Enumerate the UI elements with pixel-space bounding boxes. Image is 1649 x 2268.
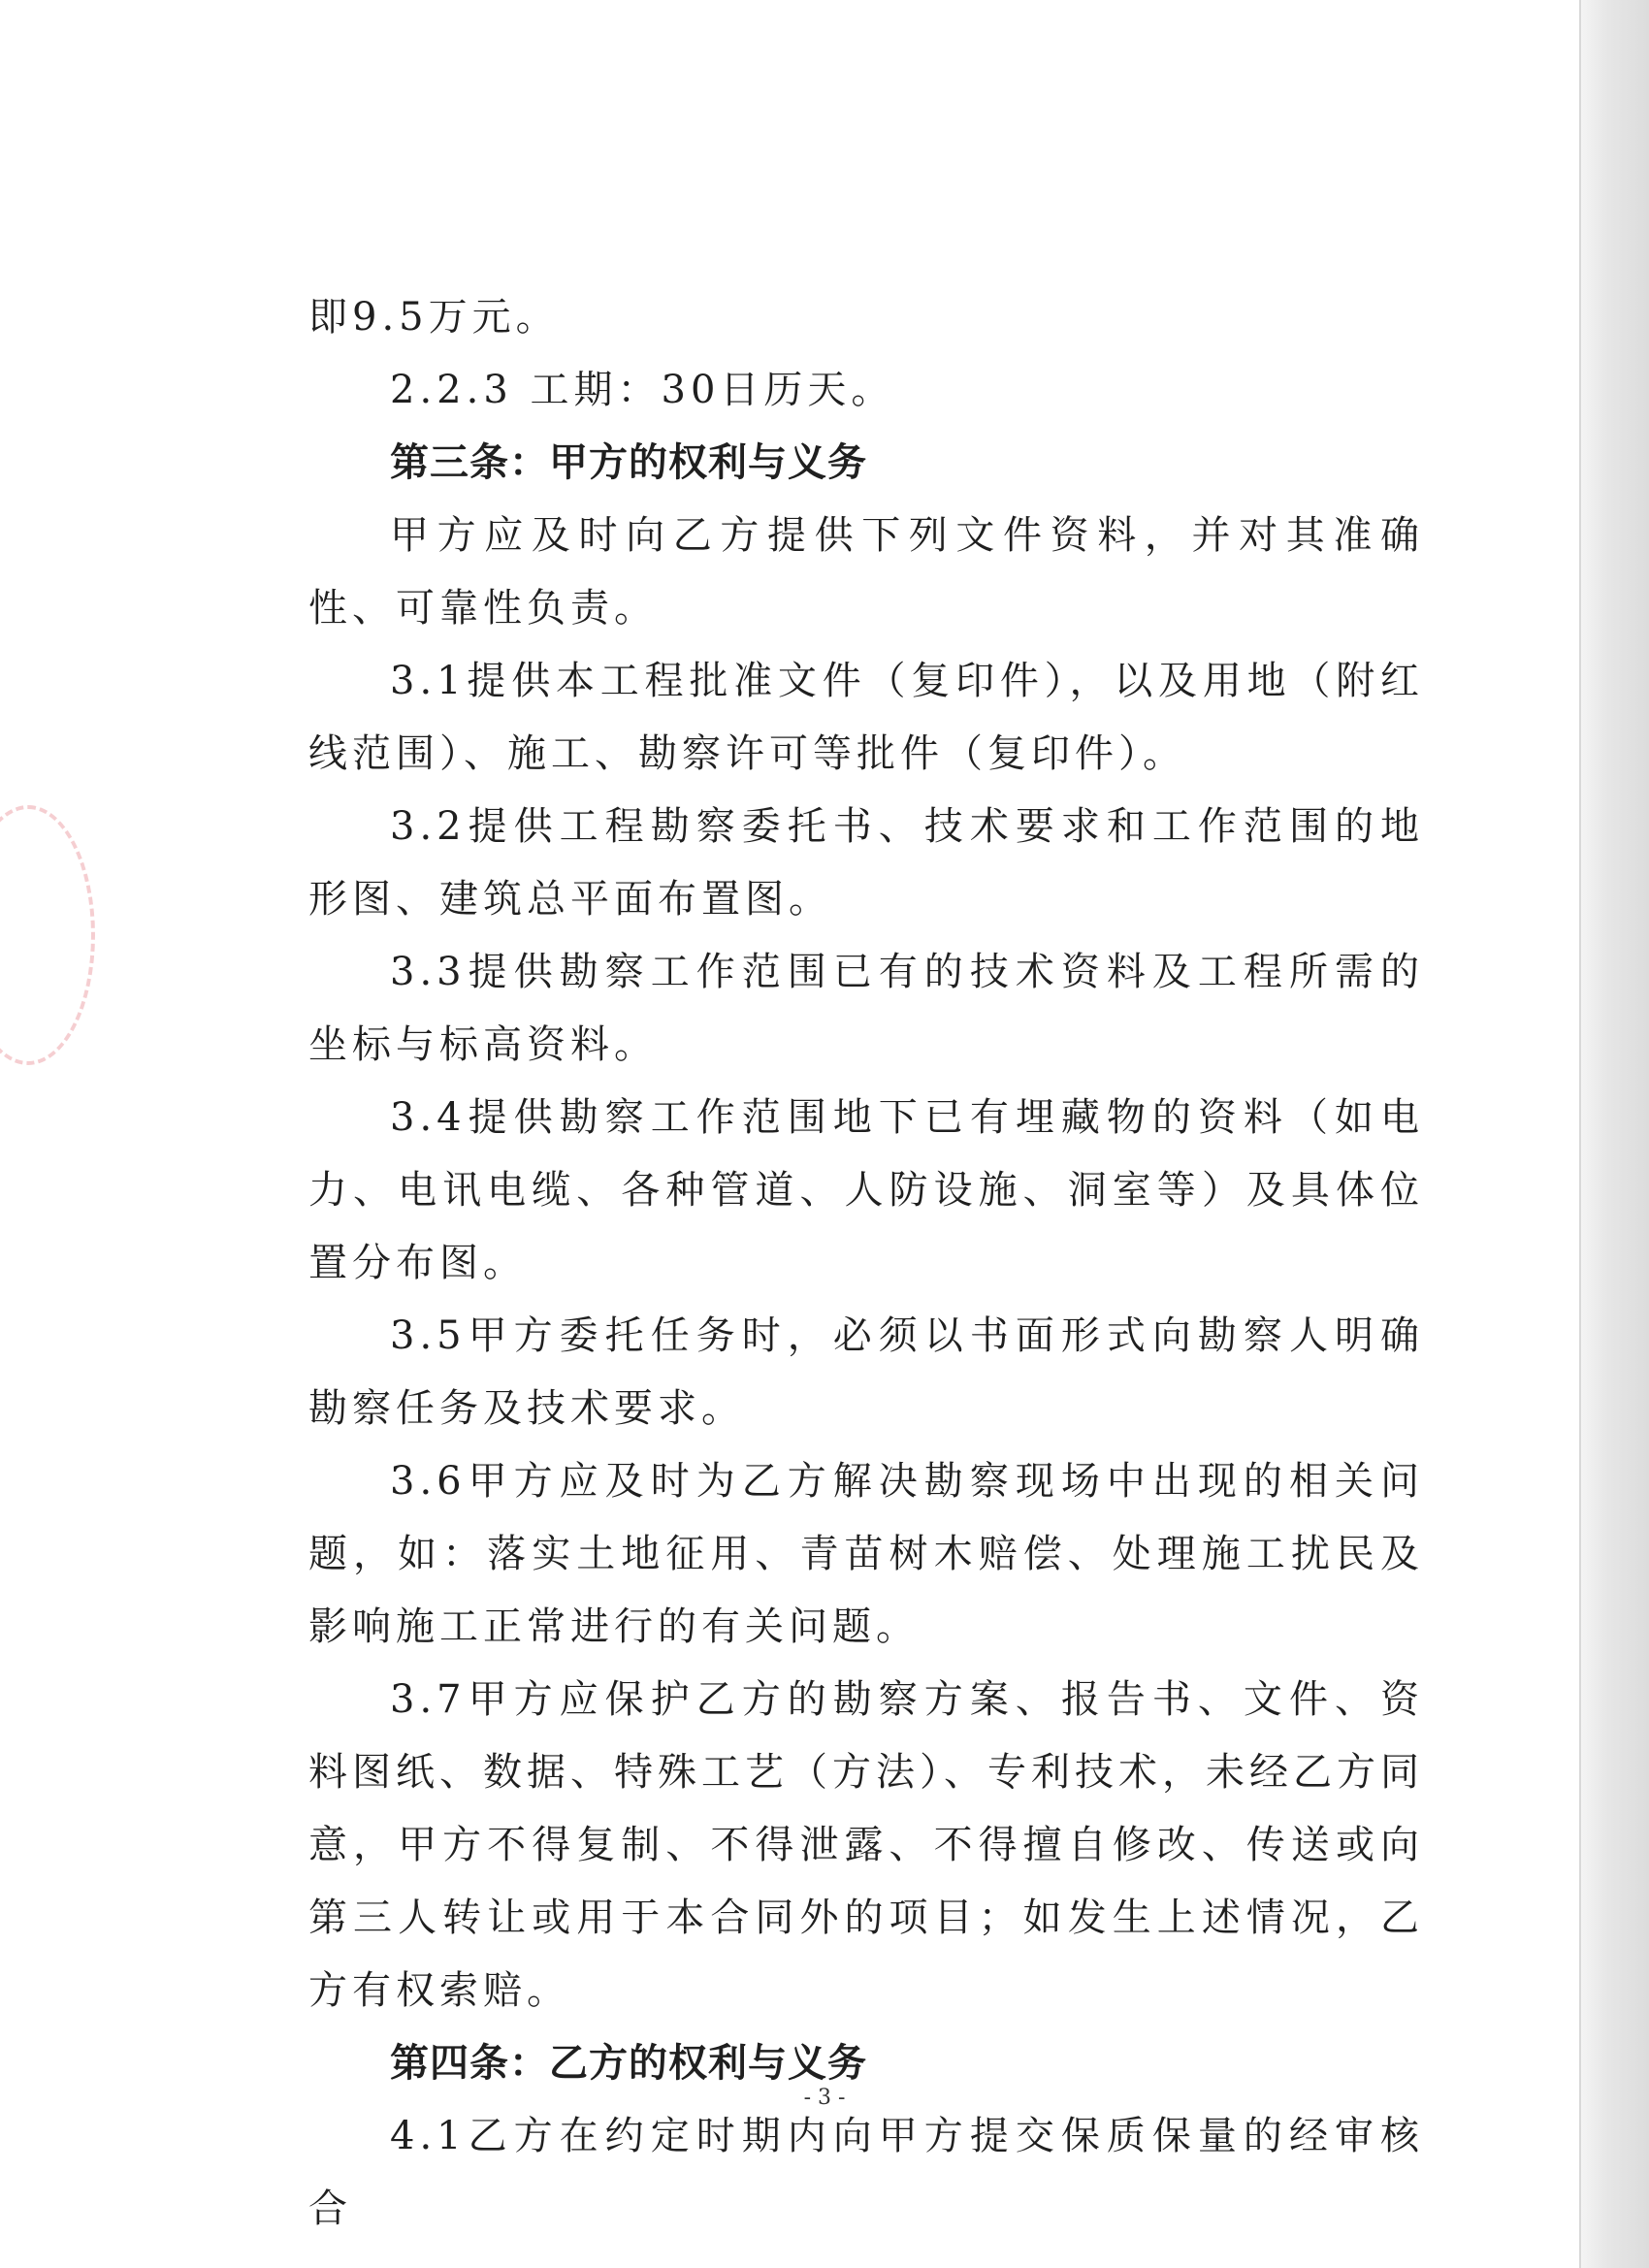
paragraph-4-1: 4.1乙方在约定时期内向甲方提交保质保量的经审核合 bbox=[308, 2114, 1424, 2231]
paragraph-3-7: 3.7甲方应保护乙方的勘察方案、报告书、文件、资料图纸、数据、特殊工艺（方法）、专利技术，未经乙方同意，甲方不得复制、不得泄露、不得擅自修改、传送或向第三人转让或用于本合同外的项目；如发生上述情况，乙方有权索赔。 bbox=[308, 1677, 1424, 2013]
heading-article-4: 第四条：乙方的权利与义务 bbox=[390, 2041, 867, 2086]
heading-article-3: 第三条：甲方的权利与义务 bbox=[390, 440, 867, 485]
paragraph-article-3-intro: 甲方应及时向乙方提供下列文件资料，并对其准确性、可靠性负责。 bbox=[308, 513, 1424, 631]
seal-stamp-fragment bbox=[0, 805, 95, 1065]
page-number: - 3 - bbox=[803, 2086, 846, 2110]
paragraph-3-1: 3.1提供本工程批准文件（复印件），以及用地（附红线范围）、施工、勘察许可等批件（复印件）。 bbox=[308, 659, 1424, 776]
paragraph-3-4: 3.4提供勘察工作范围地下已有埋藏物的资料（如电力、电讯电缆、各种管道、人防设施、洞室等）及具体位置分布图。 bbox=[308, 1095, 1424, 1285]
paragraph-amount: 即9.5万元。 bbox=[308, 295, 560, 340]
paragraph-3-3: 3.3提供勘察工作范围已有的技术资料及工程所需的坐标与标高资料。 bbox=[308, 950, 1424, 1067]
paragraph-3-6: 3.6甲方应及时为乙方解决勘察现场中出现的相关问题，如：落实土地征用、青苗树木赔偿、处理施工扰民及影响施工正常进行的有关问题。 bbox=[308, 1459, 1424, 1649]
scan-edge-line bbox=[1579, 0, 1581, 2268]
paragraph-2-2-3-duration: 2.2.3 工期：30日历天。 bbox=[390, 368, 895, 412]
paragraph-3-5: 3.5甲方委托任务时，必须以书面形式向勘察人明确勘察任务及技术要求。 bbox=[308, 1313, 1424, 1431]
scan-edge-shadow bbox=[1581, 0, 1649, 2268]
document-body bbox=[308, 281, 1424, 2246]
paragraph-3-2: 3.2提供工程勘察委托书、技术要求和工作范围的地形图、建筑总平面布置图。 bbox=[308, 804, 1424, 922]
